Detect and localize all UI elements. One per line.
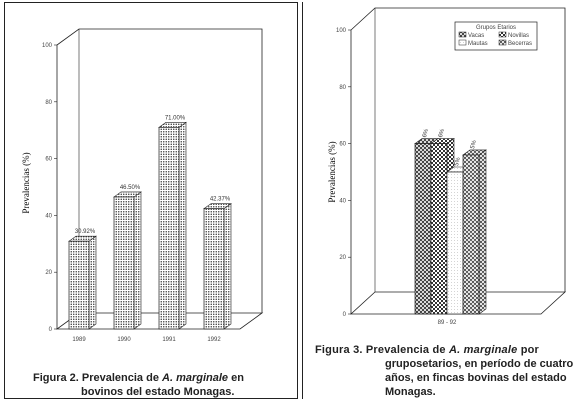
y-tick-label: 100 xyxy=(41,43,52,49)
caption-mid: en xyxy=(228,372,244,384)
y-tick-label: 20 xyxy=(339,255,346,262)
caption-line-2: bovinos del estado Monagas. xyxy=(81,386,235,398)
figure-2-caption xyxy=(33,371,283,399)
caption-species: A. marginale xyxy=(162,372,229,384)
legend-swatch-vacas xyxy=(459,32,466,37)
bar-1992-side xyxy=(224,204,231,329)
caption-prefix: Figura 2. Prevalencia de xyxy=(33,372,163,384)
data-label-1990: 46.50% xyxy=(119,184,141,191)
data-label-vacas: 6% xyxy=(422,128,431,139)
data-label-novillas: 6% xyxy=(438,128,447,139)
figure-3-caption xyxy=(315,343,583,399)
legend-label-mautas: Mautas xyxy=(468,41,488,47)
legend-swatch-novillas xyxy=(499,32,506,37)
bar-1990-side xyxy=(134,192,141,329)
y-tick-label: 0 xyxy=(48,327,52,333)
caption-species: A. marginale xyxy=(449,344,518,356)
caption-mid: por xyxy=(517,344,540,356)
y-tick-label: 60 xyxy=(339,141,346,148)
figure-2-panel xyxy=(4,2,298,399)
legend xyxy=(455,22,537,50)
data-label-becerras: 5% xyxy=(470,139,479,150)
data-label-1992: 42.37% xyxy=(209,196,231,203)
legend-swatch-becerras xyxy=(499,40,506,45)
y-axis-label: Prevalencias (%) xyxy=(21,152,31,214)
bar-becerras-side xyxy=(479,150,486,314)
bar-1991 xyxy=(159,127,179,329)
bar-novillas xyxy=(431,144,447,314)
x-tick-label: 89 - 92 xyxy=(437,320,457,326)
caption-line-2: gruposetarios, en período de cuatro años, en fincas bovinas del estado Monagas. xyxy=(385,358,574,398)
data-label-1991: 71.00% xyxy=(164,115,186,122)
bar-1990 xyxy=(114,197,134,329)
legend-swatch-mautas xyxy=(459,40,466,45)
caption-prefix: Figura 3. Prevalencia de xyxy=(315,344,450,356)
bar-1991-side xyxy=(179,122,186,329)
bar-1989 xyxy=(69,241,89,329)
x-tick-label-1989: 1989 xyxy=(72,337,86,343)
y-tick-label: 60 xyxy=(45,156,52,163)
legend-label-becerras: Becerras xyxy=(508,41,533,47)
x-tick-label-1990: 1990 xyxy=(117,337,131,343)
y-tick-label: 40 xyxy=(45,213,52,220)
figure-2-chart xyxy=(5,3,299,400)
figure-3-chart xyxy=(303,2,584,399)
bar-becerras xyxy=(463,155,479,314)
y-axis-label: Prevalencias (%) xyxy=(327,141,337,203)
figure-3-panel xyxy=(302,2,583,399)
y-tick-label: 80 xyxy=(339,84,346,91)
bar-vacas xyxy=(415,144,431,314)
bar-1992 xyxy=(204,209,224,329)
x-tick-label-1991: 1991 xyxy=(162,337,176,343)
bar-1989-side xyxy=(89,236,96,329)
data-label-1989: 30.92% xyxy=(74,229,96,236)
x-tick-label-1992: 1992 xyxy=(207,337,221,343)
bar-mautas xyxy=(447,172,463,314)
data-label-mautas: 5% xyxy=(454,156,463,167)
y-tick-label: 100 xyxy=(335,28,346,34)
y-tick-label: 80 xyxy=(45,99,52,106)
y-tick-label: 20 xyxy=(45,270,52,277)
legend-label-novillas: Novillas xyxy=(508,33,530,39)
y-tick-label: 40 xyxy=(339,198,346,205)
legend-title: Grupos Etarios xyxy=(475,25,517,31)
y-tick-label: 0 xyxy=(342,312,346,318)
legend-label-vacas: Vacas xyxy=(468,33,485,39)
